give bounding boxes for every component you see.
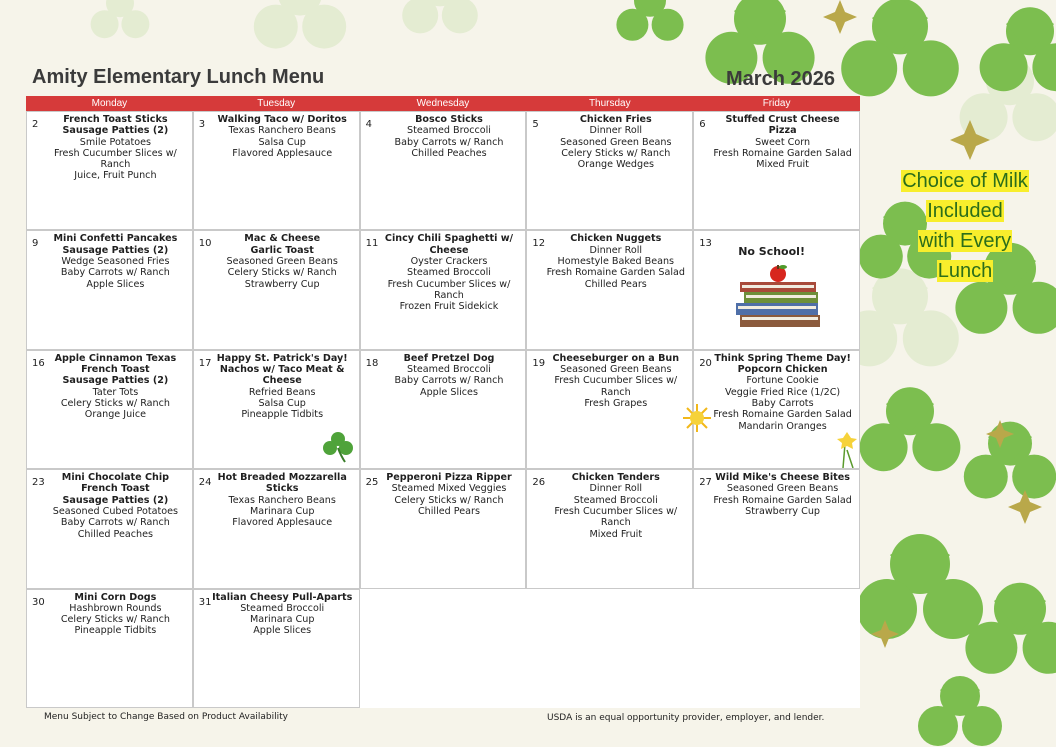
day-number: 20 [699,357,712,369]
side-item: Apple Slices [86,278,145,290]
side-item: Celery Sticks w/ Ranch [394,494,504,506]
menu-items [710,472,855,517]
day-cell [193,111,360,230]
side-item: Strawberry Cup [244,278,320,290]
day-cell [360,230,527,349]
day-number: 12 [532,238,546,250]
side-item: Fortune Cookie [746,375,819,387]
day-cell [193,350,360,469]
menu-items [43,233,188,289]
side-item: Celery Sticks w/ Ranch [227,267,337,279]
side-item: Fresh Romaine Garden Salad [713,494,852,506]
menu-items [210,233,355,289]
menu-items [43,592,188,637]
menu-items [210,592,355,637]
entree-label: Wild Mike's Cheese Bites [715,472,850,484]
side-item: Chilled Pears [584,278,647,290]
side-item: Seasoned Green Beans [560,364,672,376]
side-item: Strawberry Cup [745,506,820,518]
milk-note-line: Lunch [937,260,993,282]
entree-label: Beef Pretzel Dog [403,352,495,364]
side-item: Marinara Cup [249,614,315,626]
side-item: Steamed Mixed Veggies [391,483,507,495]
day-number: 6 [699,119,706,130]
menu-items [43,353,188,421]
side-item: Orange Wedges [577,159,654,171]
side-item: Fresh Cucumber Slices w/ Ranch [387,278,511,301]
day-cell [693,111,860,230]
entree-label: Popcorn Chicken [737,364,828,376]
entree-label: Apple Cinnamon Texas French Toast [54,352,177,376]
milk-note-line: with Every [918,230,1012,252]
entree-label: Happy St. Patrick's Day! [216,352,348,364]
day-number: 23 [32,477,45,489]
menu-items [543,353,688,409]
side-item: Mandarin Oranges [738,420,827,432]
side-item: Seasoned Cubed Potatoes [52,506,179,518]
side-item: Chilled Pears [417,506,480,518]
side-item: Veggie Fried Rice (1/2C) [725,386,841,398]
day-cell [526,350,693,469]
entree-label: Sausage Patties (2) [62,125,169,137]
day-cell [26,589,193,708]
day-number: 30 [32,596,45,608]
side-item: Oyster Crackers [410,255,488,267]
menu-items [210,353,355,421]
side-item: Fresh Romaine Garden Salad [713,409,852,421]
weekday-label: Thursday [588,98,631,109]
side-item: Pineapple Tidbits [241,409,324,421]
day-number: 17 [198,357,212,369]
side-item: Baby Carrots w/ Ranch [394,375,504,387]
day-number: 18 [365,357,379,369]
day-cell [360,469,527,588]
menu-items [210,472,355,528]
day-cell [193,589,360,708]
apple-books-icon [730,265,826,337]
day-number: 11 [365,238,379,250]
side-item: Texas Ranchero Beans [228,125,336,137]
entree-label: Chicken Fries [579,114,652,125]
entree-label: Chicken Nuggets [570,233,662,245]
side-item: Salsa Cup [258,397,306,409]
side-item: Steamed Broccoli [407,125,491,137]
side-item: Smile Potatoes [79,136,151,148]
menu-items [377,233,522,312]
day-cell [193,230,360,349]
day-cell [26,469,193,588]
side-item: Flavored Applesauce [232,517,333,529]
day-number: 2 [32,119,39,130]
side-item: Orange Juice [84,409,147,421]
milk-note-line: Included [927,200,1003,222]
side-item: Juice, Fruit Punch [74,170,157,182]
entree-label: Sausage Patties (2) [62,375,169,387]
day-number: 24 [198,477,212,489]
entree-label: Chicken Tenders [571,472,660,484]
month-label: March 2026 [726,68,835,90]
entree-label: Mini Confetti Pancakes [53,233,178,245]
side-item: Fresh Grapes [584,397,648,409]
milk-note-line: Choice of Milk [902,170,1028,192]
weekday-label: Tuesday [257,98,296,109]
weekday-label: Friday [762,98,791,109]
side-item: Fresh Cucumber Slices w/ Ranch [54,147,177,171]
weekday-header [26,96,860,111]
side-item: Wedge Seasoned Fries [61,255,170,267]
menu-items [710,353,855,432]
side-item: Baby Carrots w/ Ranch [60,517,170,529]
milk-note [896,166,1034,286]
entree-label: Cheeseburger on a Bun [552,352,680,364]
side-item: Dinner Roll [589,483,643,495]
side-item: Homestyle Baked Beans [557,255,675,267]
daffodil-icon [835,430,859,468]
day-number: 5 [532,119,539,130]
side-item: Texas Ranchero Beans [228,494,336,506]
weekday-label: Monday [91,98,128,109]
side-item: Fresh Cucumber Slices w/ Ranch [554,506,678,529]
side-item: Baby Carrots [751,397,814,409]
side-item: Baby Carrots w/ Ranch [394,136,504,148]
day-number: 9 [32,238,39,250]
day-cell [526,230,693,349]
page-title: Amity Elementary Lunch Menu [32,66,325,88]
day-cell [26,230,193,349]
day-cell [693,230,860,349]
day-cell [360,350,527,469]
day-number: 10 [198,238,212,250]
side-item: Mixed Fruit [589,528,643,540]
side-item: Celery Sticks w/ Ranch [561,147,671,159]
footer-disclaimer: Menu Subject to Change Based on Product Availability [44,712,288,722]
no-school-label: No School! [738,245,805,259]
side-item: Tater Tots [92,386,139,398]
shamrock-icon [321,430,355,464]
side-item: Dinner Roll [589,244,643,256]
side-item: Seasoned Green Beans [226,255,338,267]
day-number: 27 [699,477,712,489]
side-item: Steamed Broccoli [240,602,325,614]
day-cell [193,469,360,588]
entree-label: Pepperoni Pizza Ripper [386,472,512,484]
day-number: 25 [365,477,379,489]
side-item: Refried Beans [248,386,316,398]
side-item: Fresh Romaine Garden Salad [546,267,685,279]
lunch-calendar [26,96,860,708]
entree-label: Walking Taco w/ Doritos [217,114,347,125]
side-item: Marinara Cup [249,506,315,518]
entree-label: Nachos w/ Taco Meat & Cheese [219,364,345,387]
footer-usda: USDA is an equal opportunity provider, employer, and lender. [547,713,825,723]
entree-label: Mini Corn Dogs [74,591,157,603]
side-item: Steamed Broccoli [407,364,491,376]
side-item: Hashbrown Rounds [69,602,162,614]
side-item: Salsa Cup [258,136,306,148]
day-number: 13 [699,238,712,250]
side-item: Steamed Broccoli [407,267,491,279]
menu-items [543,114,688,170]
side-item: Celery Sticks w/ Ranch [60,397,170,409]
side-item: Baby Carrots w/ Ranch [60,267,170,279]
sun-icon [682,403,712,433]
day-number: 31 [198,596,212,608]
side-item: Apple Slices [253,625,312,637]
side-item: Chilled Peaches [411,147,487,159]
menu-items [377,114,522,159]
menu-items [543,472,688,540]
side-item: Frozen Fruit Sidekick [399,301,499,313]
day-number: 16 [32,357,45,369]
entree-label: Sausage Patties (2) [62,494,169,506]
menu-items [377,472,522,517]
weekday-label: Wednesday [416,98,470,109]
side-item: Seasoned Green Beans [560,136,672,148]
side-item: Apple Slices [420,386,478,398]
side-item: Chilled Peaches [77,528,154,540]
menu-items [377,353,522,398]
entree-label: French Toast Sticks [63,114,168,125]
entree-label: Garlic Toast [250,244,314,256]
entree-label: Sausage Patties (2) [62,244,169,256]
entree-label: Hot Breaded Mozzarella Sticks [217,472,347,495]
side-item: Fresh Cucumber Slices w/ Ranch [554,375,678,398]
day-cell [26,350,193,469]
side-item: Fresh Romaine Garden Salad [713,147,852,159]
side-item: Pineapple Tidbits [74,625,157,637]
day-cell [26,111,193,230]
day-number: 19 [532,357,546,369]
day-number: 4 [365,119,372,130]
entree-label: Stuffed Crust Cheese Pizza [725,114,840,137]
day-cell [526,111,693,230]
entree-label: Mini Chocolate Chip French Toast [61,472,170,495]
day-cell [693,469,860,588]
menu-items [210,114,355,159]
menu-items [43,472,188,540]
side-item: Dinner Roll [589,125,643,137]
side-item: Mixed Fruit [756,159,809,171]
day-cell [693,350,860,469]
side-item: Steamed Broccoli [573,494,658,506]
side-item: Sweet Corn [755,136,811,148]
day-cell [526,469,693,588]
day-cell [360,111,527,230]
menu-items [543,233,688,289]
day-number: 26 [532,477,546,489]
day-number: 3 [198,119,206,130]
side-item: Celery Sticks w/ Ranch [60,614,170,626]
entree-label: Italian Cheesy Pull-Aparts [212,591,353,603]
menu-items [43,114,188,182]
entree-label: Think Spring Theme Day! [714,352,851,364]
entree-label: Mac & Cheese [244,233,321,245]
menu-items [710,114,855,170]
entree-label: Cincy Chili Spaghetti w/ Cheese [384,233,514,256]
side-item: Seasoned Green Beans [726,483,839,495]
side-item: Flavored Applesauce [232,147,333,159]
entree-label: Bosco Sticks [415,114,483,125]
